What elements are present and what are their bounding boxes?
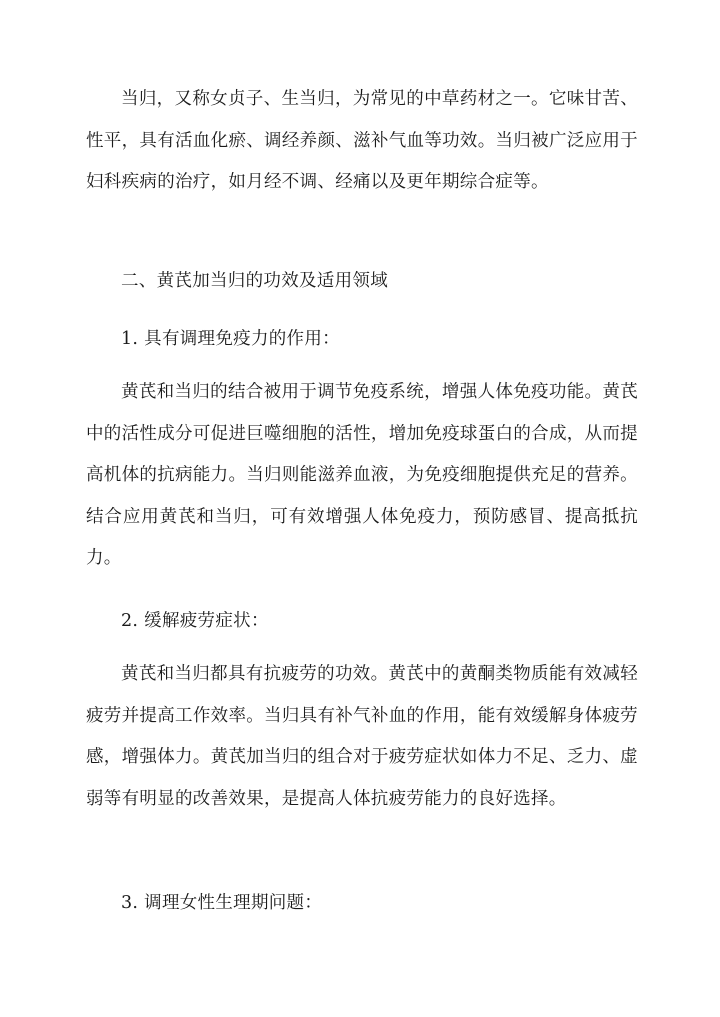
paragraph-immunity: 黄芪和当归的结合被用于调节免疫系统，增强人体免疫功能。黄芪中的活性成分可促进巨噬细胞的活性，增加免疫球蛋白的合成，从而提高机体的抗病能力。当归则能滋养血液，为免疫细胞提供充足的营养。结合应用黄芪和当归，可有效增强人体免疫力，预防感冒、提高抵抗力。	[86, 382, 638, 568]
item-heading-fatigue: 2. 缓解疲劳症状：	[121, 611, 269, 631]
item-heading-menstrual: 3. 调理女性生理期问题：	[121, 893, 323, 913]
paragraph-fatigue: 黄芪和当归都具有抗疲劳的功效。黄芪中的黄酮类物质能有效减轻疲劳并提高工作效率。当归具有补气补血的作用，能有效缓解身体疲劳感，增强体力。黄芪加当归的组合对于疲劳症状如体力不足、乏力、虚弱等有明显的改善效果，是提高人体抗疲劳能力的良好选择。	[86, 664, 638, 809]
paragraph-danggui-intro: 当归，又称女贞子、生当归，为常见的中草药材之一。它味甘苦、性平，具有活血化瘀、调经养颜、滋补气血等功效。当归被广泛应用于妇科疾病的治疗，如月经不调、经痛以及更年期综合症等。	[86, 89, 638, 192]
section-heading-huangqi-danggui: 二、黄芪加当归的功效及适用领域	[121, 271, 388, 291]
item-heading-immunity: 1. 具有调理免疫力的作用：	[121, 329, 340, 349]
